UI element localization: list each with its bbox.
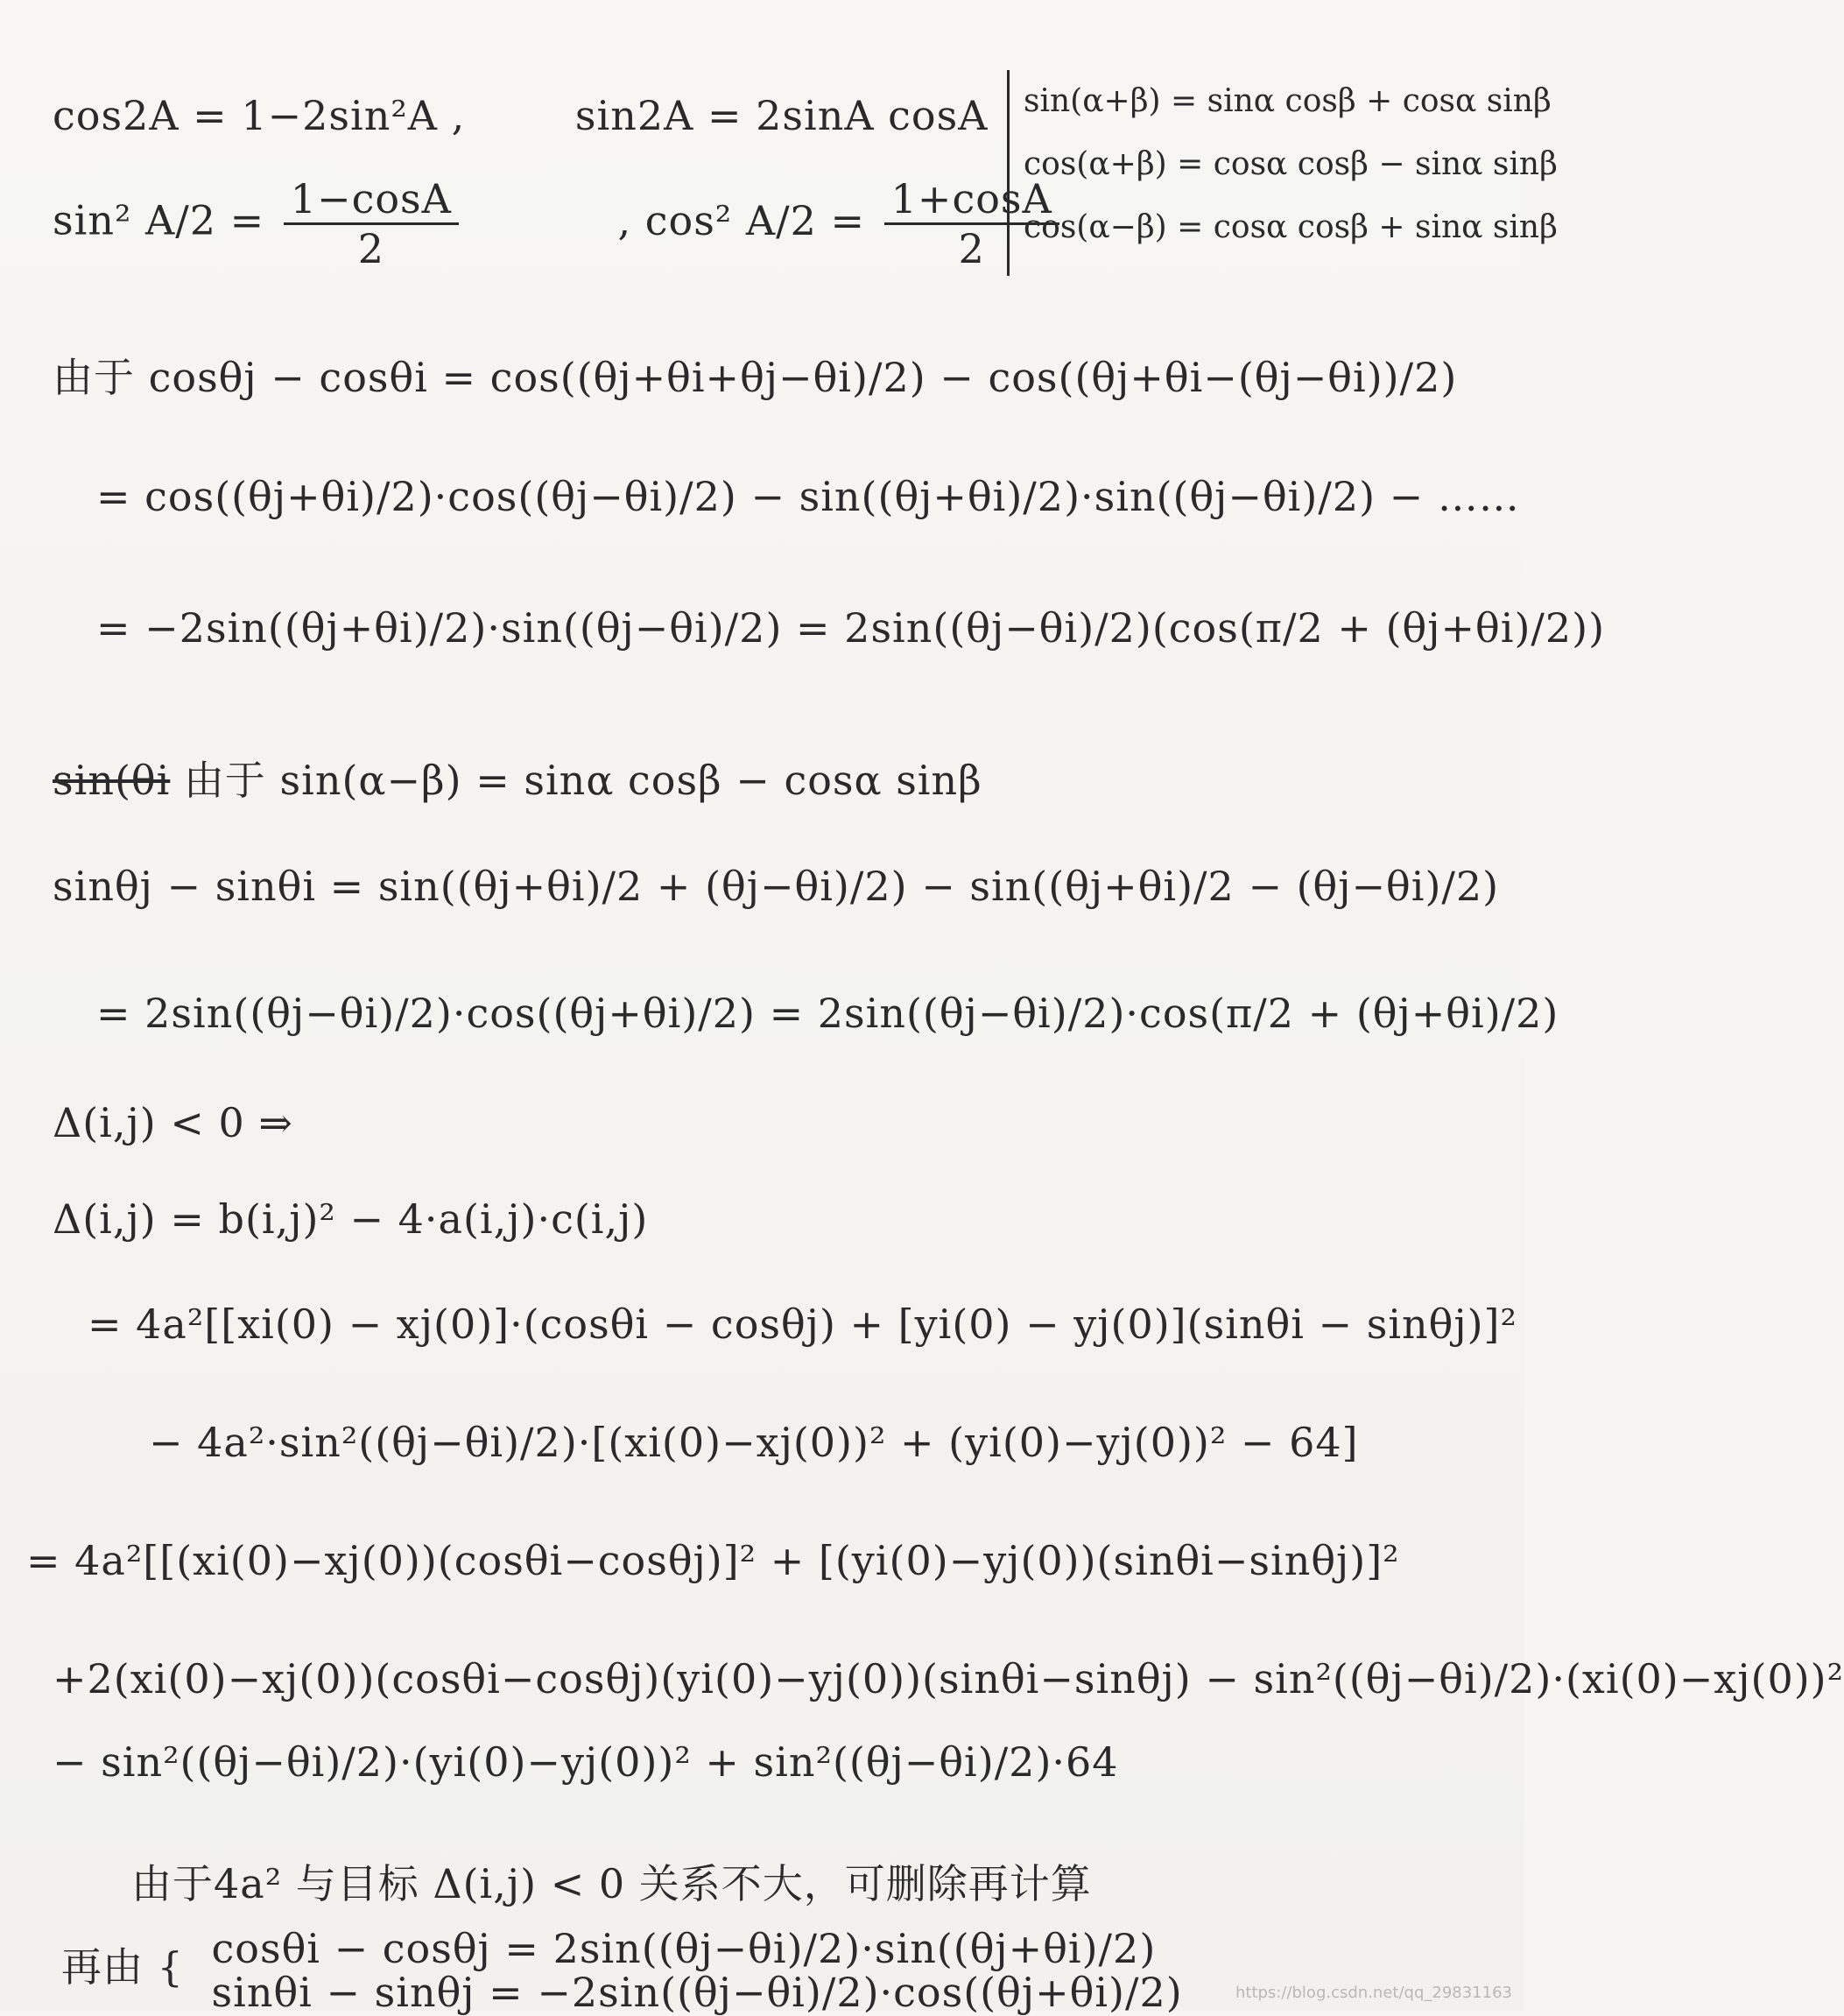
struck-text: sin(θi — [53, 757, 171, 804]
identity-box — [1007, 70, 1558, 276]
formula-row-1 — [53, 92, 988, 139]
formula-cos2a: cos2A = 1−2sin²A , — [53, 92, 466, 139]
derivation-cos-result: = −2sin((θj+θi)/2)·sin((θj−θi)/2) = 2sin((θj−θi)/2)(cos(π/2 + (θj+θi)/2)) — [96, 604, 1606, 652]
watermark-text: https://blog.csdn.net/qq_29831163 — [1235, 1984, 1512, 2002]
derivation-sin-result: = 2sin((θj−θi)/2)·cos((θj+θi)/2) = 2sin((θj−θi)/2)·cos(π/2 + (θj+θi)/2) — [96, 990, 1559, 1037]
final-equation-sin: sinθi − sinθj = −2sin((θj−θi)/2)·cos((θj+θi)/2) — [211, 1969, 1183, 2016]
derivation-cos-expansion: = cos((θj+θi)/2)·cos((θj−θi)/2) − sin((θj+θi)/2)·sin((θj−θi)/2) − …… — [96, 473, 1520, 520]
note-remove-factor: 由于4a² 与目标 Δ(i,j) < 0 关系不大，可删除再计算 — [131, 1860, 1092, 1907]
half-angle-sin-lhs: sin² A/2 = — [53, 196, 265, 244]
half-angle-cos-lhs: , cos² A/2 = — [617, 196, 866, 244]
half-angle-sin-fraction — [284, 175, 459, 272]
formula-sin2a: sin2A = 2sinA cosA — [574, 92, 989, 139]
half-angle-sin-numerator: 1−cosA — [284, 175, 459, 225]
final-system — [61, 1927, 1183, 2014]
derivation-sin-difference: sinθj − sinθi = sin((θj+θi)/2 + (θj−θi)/2) − sin((θj+θi)/2 − (θj−θi)/2) — [53, 863, 1500, 910]
delta-expansion-2: − 4a²·sin²((θj−θi)/2)·[(xi(0)−xj(0))² + (yi(0)−yj(0))² − 64] — [149, 1419, 1359, 1466]
identity-sin-sum: sin(α+β) = sinα cosβ + cosα sinβ — [1024, 83, 1552, 119]
identity-sin-diff: 由于 sin(α−β) = sinα cosβ − cosα sinβ — [183, 757, 982, 804]
delta-expansion-5: − sin²((θj−θi)/2)·(yi(0)−yj(0))² + sin²((θj−θi)/2)·64 — [53, 1738, 1119, 1786]
half-angle-sin-denominator: 2 — [357, 225, 384, 272]
final-system-prefix: 再由 { — [61, 1943, 184, 1991]
condition-delta-negative: Δ(i,j) < 0 ⇒ — [53, 1099, 293, 1146]
delta-expansion-1: = 4a²[[xi(0) − xj(0)]·(cosθi − cosθj) + [yi(0) − yj(0)](sinθi − sinθj)]² — [88, 1301, 1517, 1348]
identity-cos-diff: cos(α−β) = cosα cosβ + sinα sinβ — [1024, 209, 1558, 245]
delta-expansion-4: +2(xi(0)−xj(0))(cosθi−cosθj)(yi(0)−yj(0))(sinθi−sinθj) − sin²((θj−θi)/2)·(xi(0)−xj(0))² — [53, 1655, 1844, 1702]
final-system-equations — [212, 1927, 1183, 2014]
delta-expansion-3: = 4a²[[(xi(0)−xj(0))(cosθi−cosθj)]² + [(yi(0)−yj(0))(sinθi−sinθj)]² — [26, 1537, 1400, 1584]
derivation-sin-intro — [53, 749, 982, 807]
half-angle-cos-numerator: 1+cosA — [884, 175, 1059, 225]
derivation-cos-difference: 由于 cosθj − cosθi = cos((θj+θi+θj−θi)/2) − cos((θj+θi−(θj−θi))/2) — [53, 354, 1458, 401]
identity-cos-sum: cos(α+β) = cosα cosβ − sinα sinβ — [1024, 146, 1558, 182]
formula-row-2 — [53, 175, 1065, 272]
half-angle-cos-denominator: 2 — [958, 225, 985, 272]
delta-definition: Δ(i,j) = b(i,j)² − 4·a(i,j)·c(i,j) — [53, 1195, 649, 1243]
final-equation-cos: cosθi − cosθj = 2sin((θj−θi)/2)·sin((θj+θi)/2) — [211, 1925, 1157, 1972]
